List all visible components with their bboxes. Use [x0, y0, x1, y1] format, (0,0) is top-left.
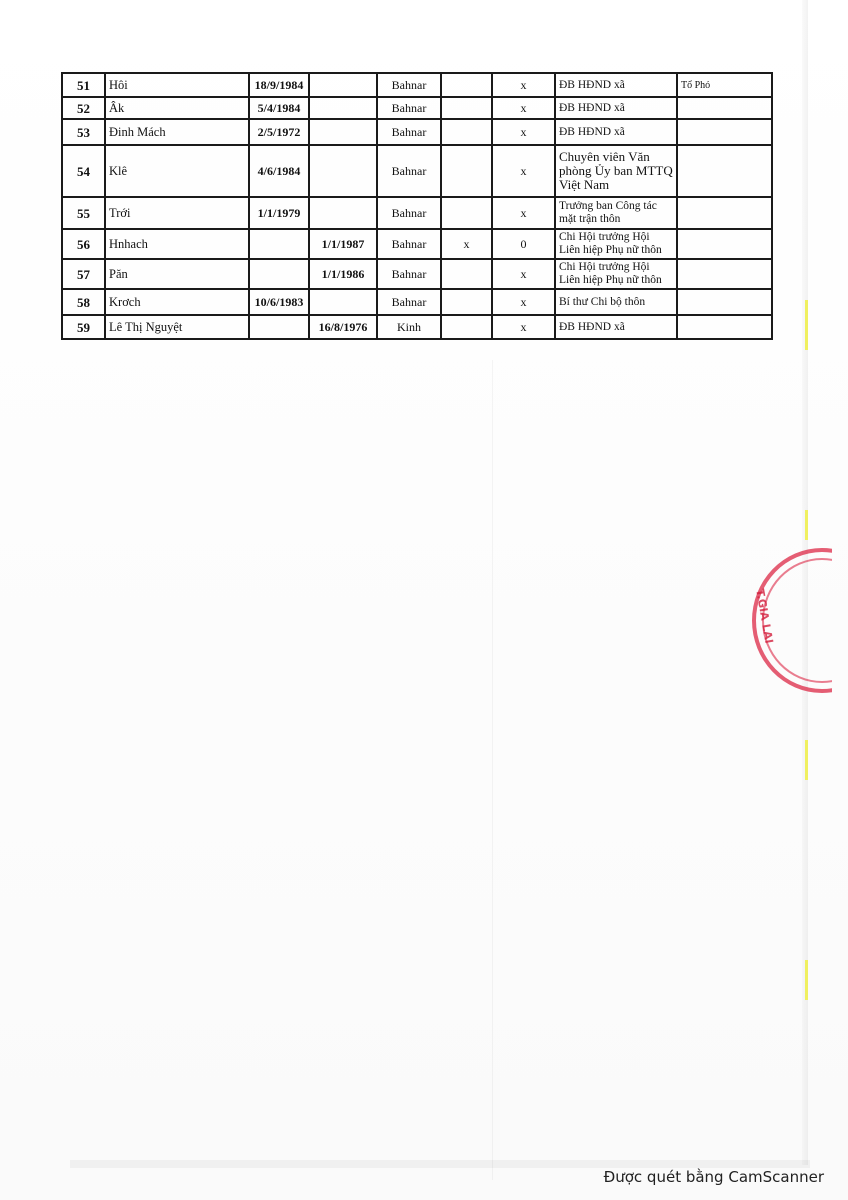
table-row: [62, 315, 772, 339]
position-cell: Chi Hội trưởng Hội Liên hiệp Phụ nữ thôn: [555, 259, 677, 289]
dob-female-cell: [309, 289, 377, 315]
ethnicity-cell: Bahnar: [377, 197, 441, 229]
scan-edge-mark: [805, 740, 808, 780]
mark-cell: [441, 97, 492, 119]
scan-edge-mark: [805, 510, 808, 540]
stt-cell: 58: [62, 289, 105, 315]
mark-cell: [441, 289, 492, 315]
name-cell: Đinh Mách: [105, 119, 249, 145]
dob-male-cell: 2/5/1972: [249, 119, 309, 145]
stamp-text: T.GIA LAI: [753, 588, 776, 645]
scan-edge-mark: [805, 300, 808, 350]
dob-female-cell: 1/1/1987: [309, 229, 377, 259]
dob-male-cell: [249, 259, 309, 289]
dob-female-cell: 16/8/1976: [309, 315, 377, 339]
ethnicity-cell: Kinh: [377, 315, 441, 339]
position-cell: Chi Hội trưởng Hội Liên hiệp Phụ nữ thôn: [555, 229, 677, 259]
position-cell: Trưởng ban Công tác mặt trận thôn: [555, 197, 677, 229]
ethnicity-cell: Bahnar: [377, 73, 441, 97]
dob-female-cell: [309, 119, 377, 145]
mark-cell: x: [492, 197, 555, 229]
name-cell: Trới: [105, 197, 249, 229]
mark-cell: x: [492, 97, 555, 119]
name-cell: Klê: [105, 145, 249, 197]
dob-female-cell: [309, 145, 377, 197]
stt-cell: 54: [62, 145, 105, 197]
table-row: [62, 97, 772, 119]
name-cell: Âk: [105, 97, 249, 119]
dob-male-cell: 18/9/1984: [249, 73, 309, 97]
note-cell: [677, 259, 772, 289]
mark-cell: x: [492, 289, 555, 315]
mark-cell: x: [441, 229, 492, 259]
name-cell: Krơch: [105, 289, 249, 315]
stt-cell: 52: [62, 97, 105, 119]
stt-cell: 59: [62, 315, 105, 339]
ethnicity-cell: Bahnar: [377, 229, 441, 259]
ethnicity-cell: Bahnar: [377, 97, 441, 119]
mark-cell: x: [492, 119, 555, 145]
mark-cell: [441, 315, 492, 339]
note-cell: Tổ Phó: [677, 73, 772, 97]
note-cell: [677, 97, 772, 119]
ethnicity-cell: Bahnar: [377, 259, 441, 289]
position-cell: ĐB HĐND xã: [555, 315, 677, 339]
mark-cell: [441, 197, 492, 229]
note-cell: [677, 119, 772, 145]
stt-cell: 57: [62, 259, 105, 289]
mark-cell: x: [492, 145, 555, 197]
dob-female-cell: [309, 197, 377, 229]
dob-female-cell: [309, 97, 377, 119]
dob-male-cell: [249, 229, 309, 259]
dob-male-cell: 5/4/1984: [249, 97, 309, 119]
position-cell: Bí thư Chi bộ thôn: [555, 289, 677, 315]
dob-female-cell: [309, 73, 377, 97]
dob-female-cell: 1/1/1986: [309, 259, 377, 289]
mark-cell: x: [492, 259, 555, 289]
dob-male-cell: 4/6/1984: [249, 145, 309, 197]
position-cell: ĐB HĐND xã: [555, 97, 677, 119]
mark-cell: [441, 145, 492, 197]
camscanner-footer: Được quét bằng CamScanner: [603, 1168, 824, 1186]
mark-cell: [441, 259, 492, 289]
dob-male-cell: 10/6/1983: [249, 289, 309, 315]
name-cell: Hnhach: [105, 229, 249, 259]
table-row: [62, 197, 772, 229]
name-cell: Hôi: [105, 73, 249, 97]
stt-cell: 53: [62, 119, 105, 145]
mark-cell: [441, 73, 492, 97]
mark-cell: x: [492, 315, 555, 339]
name-cell: Lê Thị Nguyệt: [105, 315, 249, 339]
page-bottom-band: [70, 1160, 810, 1168]
roster-body: [62, 73, 772, 339]
dob-male-cell: 1/1/1979: [249, 197, 309, 229]
roster-table: [61, 72, 773, 340]
mark-cell: 0: [492, 229, 555, 259]
note-cell: [677, 229, 772, 259]
mark-cell: [441, 119, 492, 145]
dob-male-cell: [249, 315, 309, 339]
table-row: [62, 145, 772, 197]
table-row: [62, 259, 772, 289]
scan-edge-mark: [805, 960, 808, 1000]
page-fold-line: [492, 360, 493, 1180]
ethnicity-cell: Bahnar: [377, 119, 441, 145]
note-cell: [677, 289, 772, 315]
note-cell: [677, 197, 772, 229]
table-row: [62, 119, 772, 145]
ethnicity-cell: Bahnar: [377, 145, 441, 197]
stt-cell: 56: [62, 229, 105, 259]
ethnicity-cell: Bahnar: [377, 289, 441, 315]
table-row: [62, 73, 772, 97]
name-cell: Păn: [105, 259, 249, 289]
table-row: [62, 289, 772, 315]
stt-cell: 51: [62, 73, 105, 97]
mark-cell: x: [492, 73, 555, 97]
note-cell: [677, 315, 772, 339]
table-row: [62, 229, 772, 259]
note-cell: [677, 145, 772, 197]
position-cell: Chuyên viên Văn phòng Ủy ban MTTQ Việt Nam: [555, 145, 677, 197]
stt-cell: 55: [62, 197, 105, 229]
official-stamp: [752, 548, 832, 693]
position-cell: ĐB HĐND xã: [555, 73, 677, 97]
position-cell: ĐB HĐND xã: [555, 119, 677, 145]
